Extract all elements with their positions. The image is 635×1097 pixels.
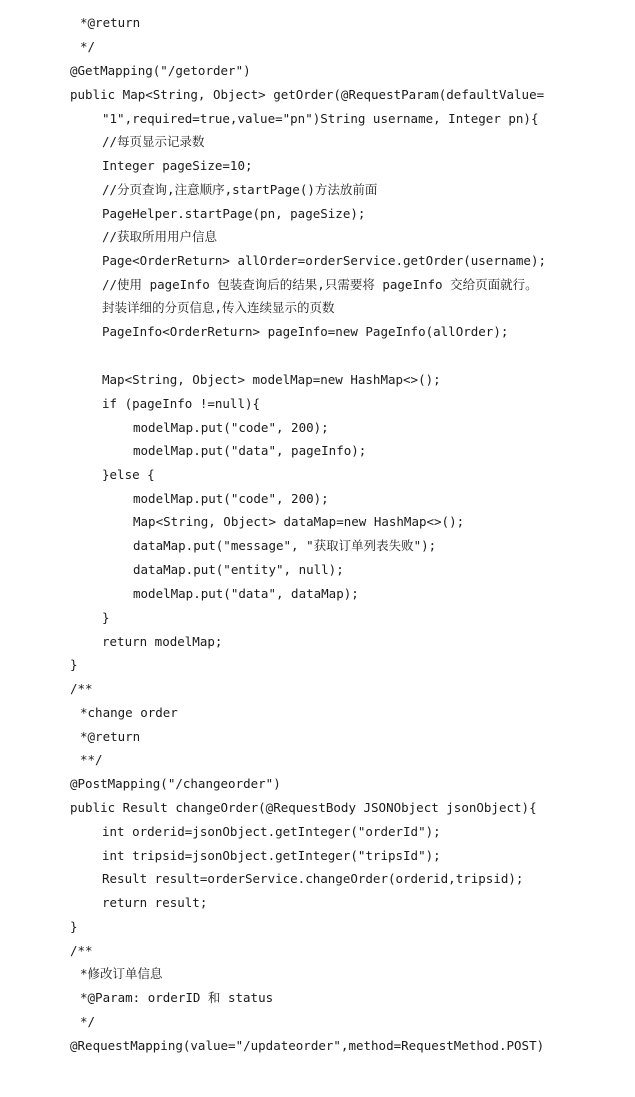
- code-line: if (pageInfo !=null){: [102, 396, 261, 411]
- code-line: modelMap.put("data", pageInfo);: [133, 443, 367, 458]
- code-line: *修改订单信息: [80, 966, 163, 981]
- code-line: @RequestMapping(value="/updateorder",method=RequestMethod.POST): [70, 1038, 545, 1053]
- code-line: }: [102, 610, 110, 625]
- code-line: int tripsid=jsonObject.getInteger("tripsId");: [102, 848, 441, 863]
- code-line: dataMap.put("message", "获取订单列表失败");: [133, 538, 437, 553]
- code-line: modelMap.put("code", 200);: [133, 420, 329, 435]
- code-line: /**: [70, 943, 93, 958]
- code-line: }: [70, 657, 78, 672]
- code-line: return result;: [102, 895, 208, 910]
- code-line: */: [80, 39, 96, 54]
- code-line: modelMap.put("data", dataMap);: [133, 586, 359, 601]
- code-line: *@Param: orderID 和 status: [80, 990, 274, 1005]
- code-line: //分页查询,注意顺序,startPage()方法放前面: [102, 182, 378, 197]
- code-line: *change order: [80, 705, 178, 720]
- code-line: Integer pageSize=10;: [102, 158, 253, 173]
- code-line: @GetMapping("/getorder"): [70, 63, 251, 78]
- code-line: @PostMapping("/changeorder"): [70, 776, 281, 791]
- code-line: /**: [70, 681, 93, 696]
- code-line: PageInfo<OrderReturn> pageInfo=new PageInfo(allOrder);: [102, 324, 509, 339]
- code-line: public Map<String, Object> getOrder(@RequestParam(defaultValue=: [70, 87, 545, 102]
- code-line: Result result=orderService.changeOrder(orderid,tripsid);: [102, 871, 524, 886]
- code-line: Page<OrderReturn> allOrder=orderService.getOrder(username);: [102, 253, 547, 268]
- code-line: public Result changeOrder(@RequestBody JSONObject jsonObject){: [70, 800, 537, 815]
- code-line: PageHelper.startPage(pn, pageSize);: [102, 206, 366, 221]
- code-line: modelMap.put("code", 200);: [133, 491, 329, 506]
- code-line: dataMap.put("entity", null);: [133, 562, 344, 577]
- code-line: //获取所用用户信息: [102, 229, 218, 244]
- code-line: int orderid=jsonObject.getInteger("orderId");: [102, 824, 441, 839]
- code-line: return modelMap;: [102, 634, 223, 649]
- code-line: **/: [80, 752, 103, 767]
- code-line: }else {: [102, 467, 155, 482]
- code-line: *@return: [80, 15, 141, 30]
- code-line: Map<String, Object> modelMap=new HashMap<>();: [102, 372, 441, 387]
- code-line: "1",required=true,value="pn")String username, Integer pn){: [102, 111, 539, 126]
- code-line: //使用 pageInfo 包装查询后的结果,只需要将 pageInfo 交给页面就行。: [102, 277, 538, 292]
- code-line: Map<String, Object> dataMap=new HashMap<>();: [133, 514, 465, 529]
- code-line: //每页显示记录数: [102, 134, 205, 149]
- code-line: *@return: [80, 729, 141, 744]
- code-line: */: [80, 1014, 96, 1029]
- code-line: 封装详细的分页信息,传入连续显示的页数: [102, 300, 335, 315]
- code-line: }: [70, 919, 78, 934]
